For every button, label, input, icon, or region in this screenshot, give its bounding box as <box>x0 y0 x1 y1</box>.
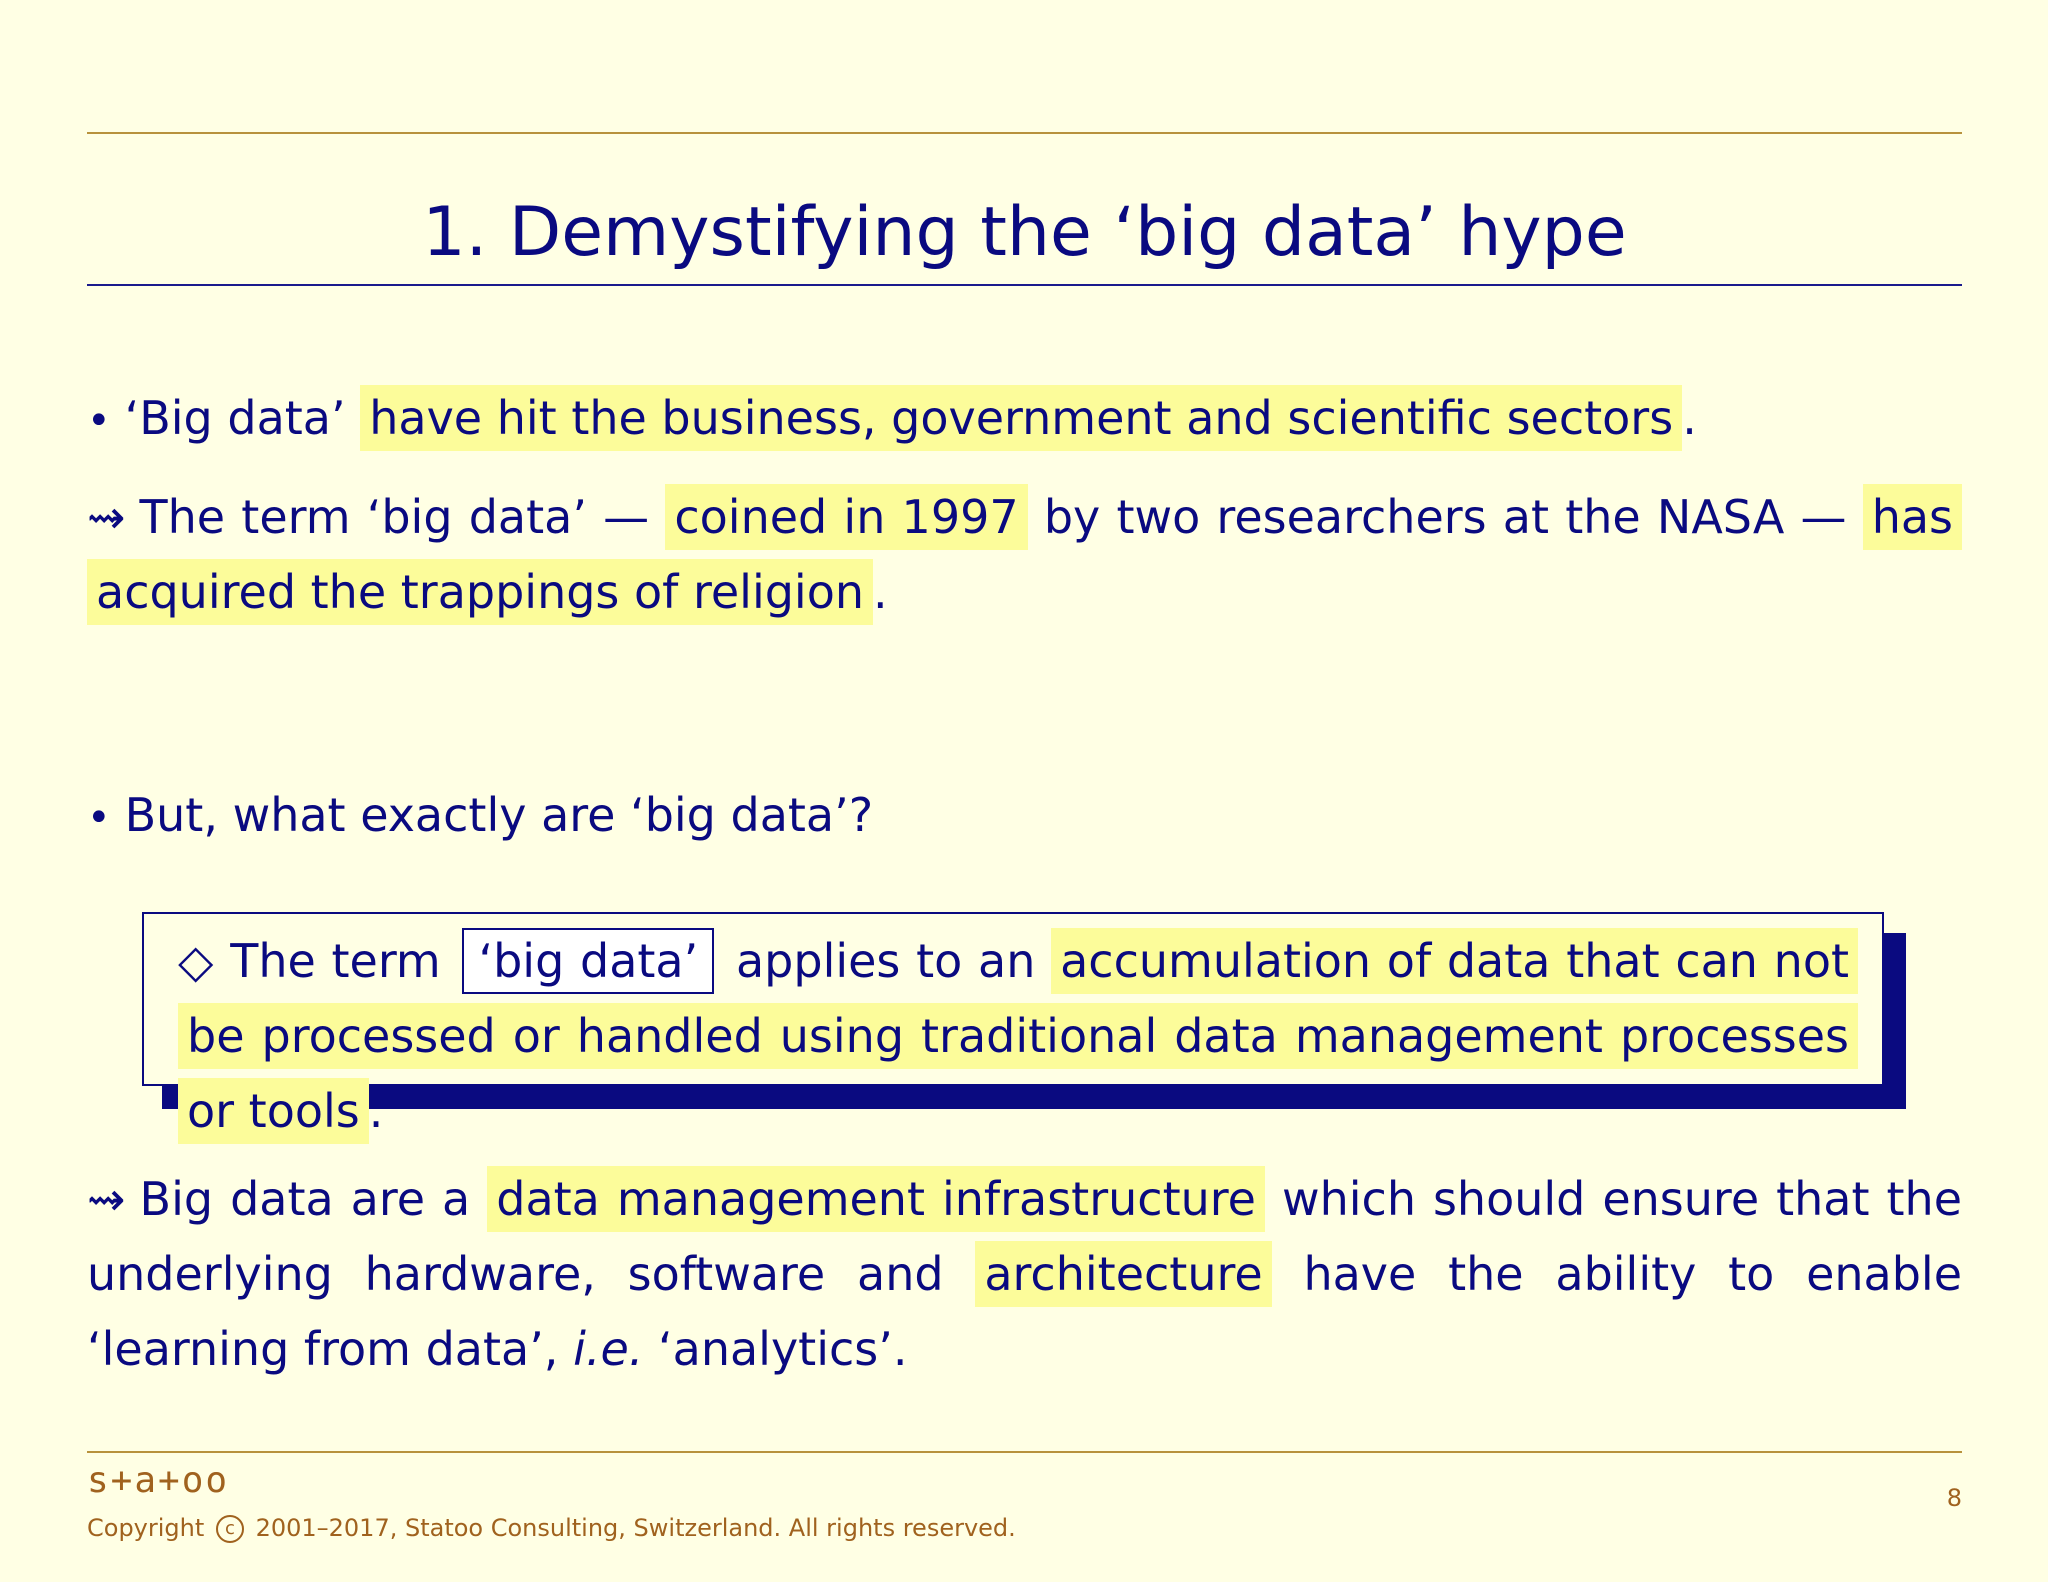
definition-text <box>178 924 1858 1149</box>
bullet-paragraph-2 <box>87 778 1962 856</box>
text-run: ‘analytics’. <box>658 1322 908 1376</box>
copyright-prefix: Copyright <box>87 1514 205 1542</box>
bullet-icon: • <box>87 795 111 841</box>
title-underline <box>87 284 1962 286</box>
bullet-icon: • <box>87 398 111 444</box>
page-number: 8 <box>1946 1484 1962 1512</box>
text-run: But, what exactly are ‘big data’? <box>124 788 874 842</box>
copyright-line <box>87 1514 1016 1543</box>
definition-box <box>142 912 1884 1138</box>
highlight: data management infrastructure <box>487 1166 1265 1232</box>
copyright-text: 2001–2017, Statoo Consulting, Switzerland. All rights reserved. <box>255 1514 1016 1542</box>
text-run: which should ensure that the underlying hardware, software and <box>87 1172 1963 1301</box>
text-run: . <box>873 565 888 619</box>
arrow-paragraph-1 <box>87 480 1962 630</box>
text-run: ‘Big data’ <box>124 391 346 445</box>
text-run: applies to an <box>735 934 1036 988</box>
highlight: coined in 1997 <box>665 484 1027 550</box>
text-run: by two researchers at the NASA — <box>1043 490 1847 544</box>
text-run: The term <box>230 934 441 988</box>
highlight: have hit the business, government and scientific sectors <box>360 385 1682 451</box>
top-rule <box>87 132 1962 134</box>
arrow-paragraph-2 <box>87 1162 1962 1387</box>
text-run: . <box>1682 391 1697 445</box>
slide-title: 1. Demystifying the ‘big data’ hype <box>422 193 1627 272</box>
text-run: The term ‘big data’ — <box>139 490 650 544</box>
highlight: has acquired the trappings of religion <box>87 484 1962 625</box>
copyright-icon: c <box>216 1515 244 1543</box>
boxed-term: ‘big data’ <box>462 928 714 994</box>
squiggle-arrow-icon: ⇝ <box>87 490 126 544</box>
text-run: . <box>368 1084 384 1138</box>
footer-rule <box>87 1451 1962 1453</box>
highlight: accumulation of data that can not be processed or handled using traditional data management processes or tools <box>178 928 1858 1144</box>
text-run: Big data are a <box>139 1172 471 1226</box>
diamond-icon: ◇ <box>178 934 215 988</box>
squiggle-arrow-icon: ⇝ <box>87 1172 126 1226</box>
statoo-logo: s+a+oo <box>87 1460 230 1501</box>
text-run-italic: i.e. <box>573 1322 644 1376</box>
text-run: have the ability to enable ‘learning from data’, <box>87 1247 1963 1376</box>
highlight: architecture <box>975 1241 1271 1307</box>
bullet-paragraph-1 <box>87 381 1962 459</box>
